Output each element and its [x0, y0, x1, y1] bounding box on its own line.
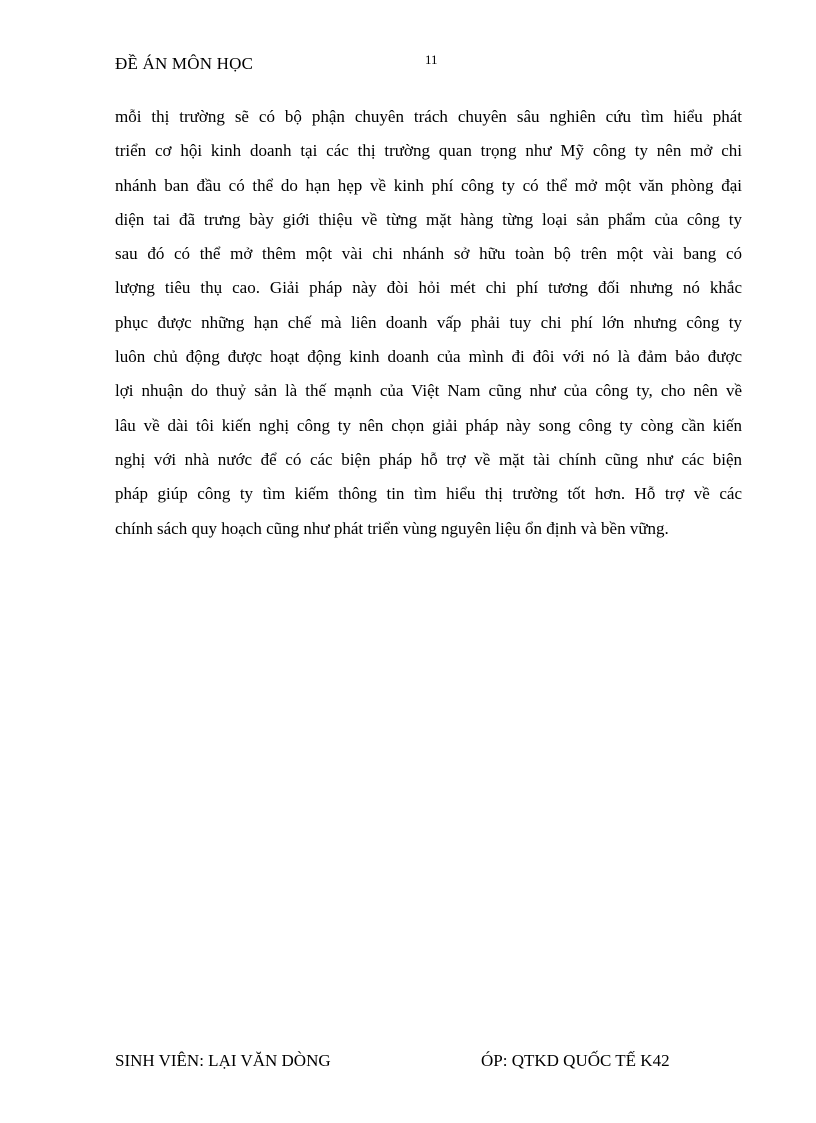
paragraph-line: chính sách quy hoạch cũng như phát triển vùng nguyên liệu ổn định và bền vững. — [115, 518, 669, 538]
footer-class-name: ÓP: QTKD QUỐC TẾ K42 — [481, 1051, 670, 1070]
paragraph-line: phục được những hạn chế mà liên doanh vấp phải tuy chi phí lớn nhưng công ty — [115, 312, 742, 332]
paragraph-line: lâu về dài tôi kiến nghị công ty nên chọn giải pháp này song công ty còng cần kiến — [115, 415, 742, 435]
paragraph-line: nghị với nhà nước để có các biện pháp hỗ trợ về mặt tài chính cũng như các biện — [115, 449, 742, 469]
paragraph-line: diện tai đã trưng bày giới thiệu về từng mặt hàng từng loại sản phẩm của công ty — [115, 209, 742, 229]
paragraph-line: mỗi thị trường sẽ có bộ phận chuyên trách chuyên sâu nghiên cứu tìm hiểu phát — [115, 107, 742, 126]
paragraph-line: lượng tiêu thụ cao. Giải pháp này đòi hỏi mét chi phí tương đối nhưng nó khắc — [115, 278, 742, 298]
paragraph-line: nhánh ban đầu có thể do hạn hẹp về kinh phí công ty có thể mở một văn phòng đại — [115, 175, 742, 195]
paragraph-line: sau đó có thể mở thêm một vài chi nhánh sở hữu toàn bộ trên một vài bang có — [115, 244, 742, 264]
body-paragraph — [115, 100, 742, 546]
footer-student-name: SINH VIÊN: LẠI VĂN DÒNG — [115, 1051, 331, 1070]
paragraph-line: lợi nhuận do thuỷ sản là thế mạnh của Việt Nam cũng như của công ty, cho nên về — [115, 381, 742, 401]
page-number: 11 — [425, 52, 438, 67]
paragraph-line: triển cơ hội kinh doanh tại các thị trường quan trọng như Mỹ công ty nên mở chi — [115, 141, 742, 161]
paragraph-line: luôn chủ động được hoạt động kinh doanh của mình đi đôi với nó là đảm bảo được — [115, 347, 742, 367]
document-header-title: ĐỀ ÁN MÔN HỌC — [115, 54, 254, 73]
paragraph-line: pháp giúp công ty tìm kiếm thông tin tìm hiểu thị trường tốt hơn. Hỗ trợ về các — [115, 484, 742, 504]
